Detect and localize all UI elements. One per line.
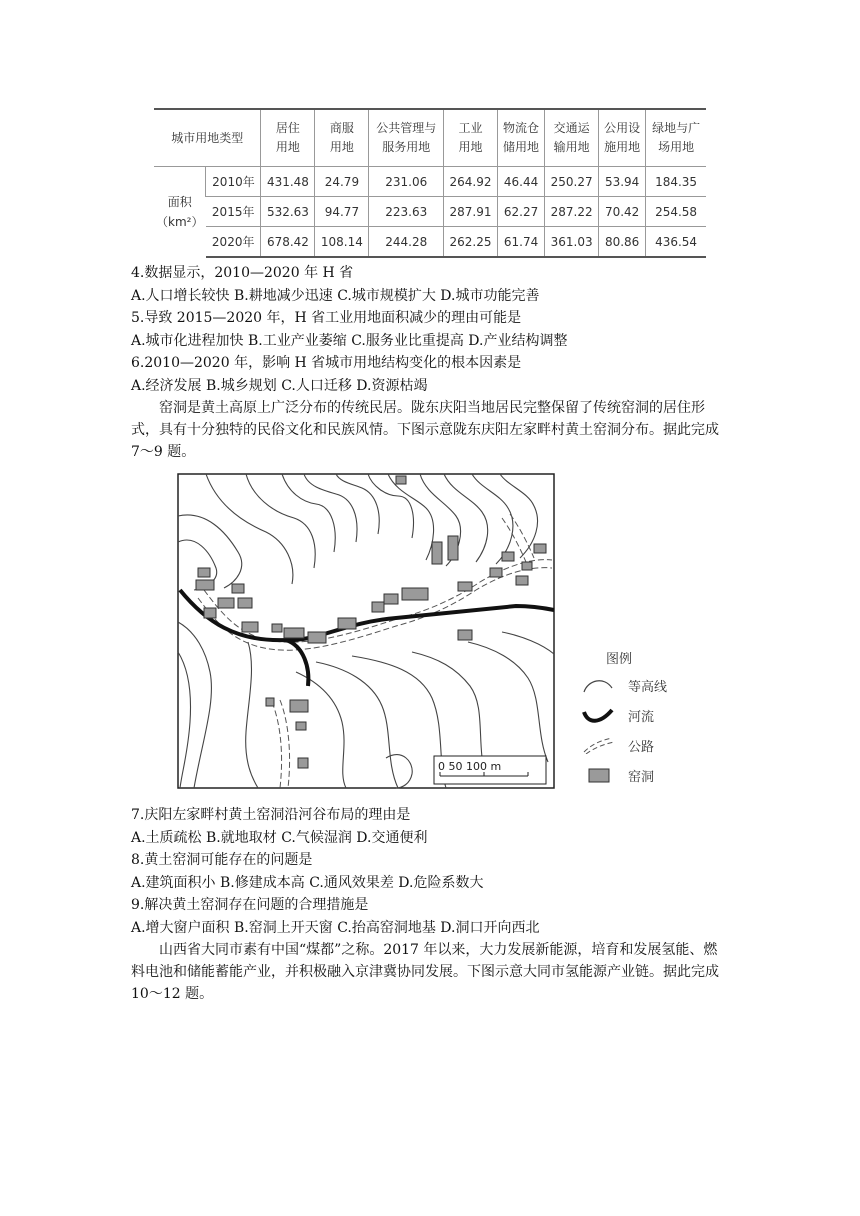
legend-title: 图例 [606,652,633,667]
scale-label: 0 50 100 m [438,760,502,773]
value-cell: 80.86 [599,227,646,258]
question-5-options: A.城市化进程加快 B.工业产业萎缩 C.服务业比重提高 D.产业结构调整 [131,333,568,349]
year-cell: 2015年 [206,197,261,227]
value-cell: 70.42 [599,197,646,227]
value-cell: 53.94 [599,167,646,197]
value-cell: 108.14 [315,227,369,258]
question-7-options: A.土质疏松 B.就地取材 C.气候湿润 D.交通便利 [131,830,428,846]
intro-paragraph-10-12: 山西省大同市素有中国“煤都”之称。2017 年以来，大力发展新能源，培育和发展氢能、燃料电池和储能蓄能产业，并积极融入京津冀协同发展。下图示意大同市氢能源产业链。据此完成 10～12 题。 [131,942,719,1002]
question-6: 6.2010—2020 年，影响 H 省城市用地结构变化的根本因素是 [131,355,522,371]
question-6-options: A.经济发展 B.城乡规划 C.人口迁移 D.资源枯竭 [131,378,428,394]
land-use-table-container [154,108,706,258]
table-header-row [154,109,706,167]
question-8-options: A.建筑面积小 B.修建成本高 C.通风效果差 D.危险系数大 [131,875,484,891]
value-cell: 223.63 [369,197,444,227]
question-9: 9.解决黄土窑洞存在问题的合理措施是 [131,897,369,913]
value-cell: 532.63 [261,197,315,227]
road-legend-icon [580,734,616,754]
table-header-cell: 绿地与广 场用地 [646,109,706,167]
row-group-label: 面积 （km²） [154,167,206,258]
land-use-table [154,108,706,258]
question-7: 7.庆阳左家畔村黄土窑洞沿河谷布局的理由是 [131,807,411,823]
cave-legend-icon [588,768,612,784]
value-cell: 262.25 [444,227,498,258]
table-header-cell: 居住 用地 [261,109,315,167]
value-cell: 254.58 [646,197,706,227]
scale-bar [434,756,546,784]
table-header-cell: 公用设 施用地 [599,109,646,167]
value-cell: 250.27 [545,167,599,197]
value-cell: 431.48 [261,167,315,197]
question-5: 5.导致 2015—2020 年，H 省工业用地面积减少的理由可能是 [131,310,522,326]
value-cell: 46.44 [498,167,545,197]
table-header-cell: 物流仓 储用地 [498,109,545,167]
value-cell: 62.27 [498,197,545,227]
table-header-cell: 公共管理与 服务用地 [369,109,444,167]
table-header-cell: 工业 用地 [444,109,498,167]
legend-label-cave: 窑洞 [628,770,655,785]
value-cell: 24.79 [315,167,369,197]
legend-label-river: 河流 [628,710,655,725]
table-header-cell: 城市用地类型 [154,109,261,167]
value-cell: 244.28 [369,227,444,258]
table-row [154,167,706,197]
value-cell: 184.35 [646,167,706,197]
year-cell: 2010年 [206,167,261,197]
value-cell: 436.54 [646,227,706,258]
value-cell: 94.77 [315,197,369,227]
contour-legend-icon [580,674,616,694]
value-cell: 231.06 [369,167,444,197]
table-header-cell: 商服 用地 [315,109,369,167]
value-cell: 264.92 [444,167,498,197]
value-cell: 61.74 [498,227,545,258]
year-cell: 2020年 [206,227,261,258]
table-row [154,197,706,227]
value-cell: 287.91 [444,197,498,227]
legend-label-contour: 等高线 [628,680,668,695]
legend-label-road: 公路 [628,740,655,755]
question-8: 8.黄土窑洞可能存在的问题是 [131,852,313,868]
cave-dwelling-map [176,472,556,790]
value-cell: 678.42 [261,227,315,258]
value-cell: 287.22 [545,197,599,227]
value-cell: 361.03 [545,227,599,258]
table-row [154,227,706,258]
river-legend-icon [580,706,616,726]
intro-paragraph-7-9: 窑洞是黄土高原上广泛分布的传统民居。陇东庆阳当地居民完整保留了传统窑洞的居住形式，具有十分独特的民俗文化和民族风情。下图示意陇东庆阳左家畔村黄土窑洞分布。据此完成 7～9 题。 [131,400,719,460]
question-4: 4.数据显示，2010—2020 年 H 省 [131,265,354,281]
question-4-options: A.人口增长较快 B.耕地减少迅速 C.城市规模扩大 D.城市功能完善 [131,288,540,304]
map-legend [580,648,700,798]
table-header-cell: 交通运 输用地 [545,109,599,167]
question-9-options: A.增大窗户面积 B.窑洞上开天窗 C.抬高窑洞地基 D.洞口开向西北 [131,920,540,936]
